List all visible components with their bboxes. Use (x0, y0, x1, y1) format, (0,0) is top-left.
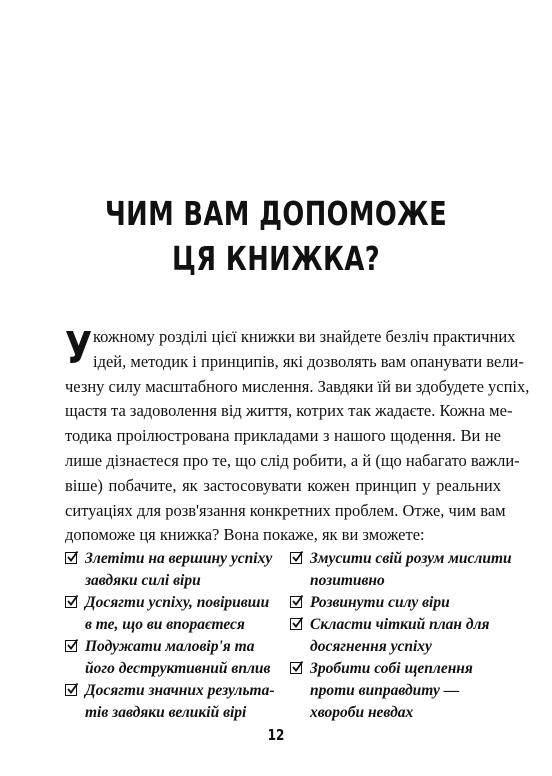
checklist-right (290, 548, 515, 724)
checklist-item-text: Змусити свій розум мислити (310, 550, 512, 567)
body-line: віше) побачите, як застосовувати кожен принцип у реальних (65, 475, 501, 495)
checklist-item-text: тів завдяки великій вірі (85, 704, 247, 721)
checked-box-icon (65, 552, 77, 564)
checklist-item-text: Скласти чіткий план для (310, 616, 490, 633)
body-line: щастя та задоволення від життя, котрих так жадаєте. Кожна ме- (65, 401, 513, 421)
checklist-item-text: його деструктивний вплив (85, 660, 271, 677)
checklist-item-text: проти виправдиту — (310, 682, 460, 699)
checklist-item (65, 636, 290, 680)
checklist-item-text: досягнення успіху (310, 638, 432, 655)
checklist-item-text: Злетіти на вершину успіху (85, 550, 273, 567)
body-paragraph (65, 323, 530, 548)
checklist-item (290, 658, 515, 724)
checked-box-icon (290, 596, 302, 608)
chapter-title-line-1: ЧИМ ВАМ ДОПОМОЖЕ (104, 194, 448, 233)
checklist-item (290, 592, 515, 614)
body-line: допоможе ця книжка? Вона покаже, як ви зможете: (65, 525, 425, 545)
checklist-item (65, 680, 290, 724)
drop-cap: У (65, 323, 93, 374)
checklist-item-text: Розвинути силу віри (310, 594, 450, 611)
body-line: ідей, методик і принципів, які дозволять вам опанувати вели- (93, 351, 524, 371)
checked-box-icon (65, 684, 77, 696)
checklist-item (290, 614, 515, 658)
checklist-item (65, 592, 290, 636)
page-number: 12 (267, 726, 285, 744)
checked-box-icon (290, 662, 302, 674)
checklist-item-text: Зробити собі щеплення (310, 660, 473, 677)
checklist-item-text: завдяки силі віри (85, 572, 201, 589)
body-line: кожному розділі цієї книжки ви знайдете безліч практичних (93, 327, 516, 346)
checklist-item-text: в те, що ви впораєтеся (85, 616, 245, 633)
body-line: лише дізнаєтеся про те, що слід робити, а й (що набагато важли- (65, 450, 520, 470)
checked-box-icon (65, 640, 77, 652)
checked-box-icon (290, 552, 302, 564)
body-line: тодика проілюстрована прикладами з нашого щодення. Ви не (65, 426, 501, 446)
checklist-item-text: Досягти значних результа- (85, 682, 275, 699)
checklist-item-text: позитивно (310, 572, 385, 589)
checked-box-icon (65, 596, 77, 608)
checklist-left (65, 548, 290, 724)
checklist-item (290, 548, 515, 592)
checklist-item-text: хвороби невдах (310, 704, 414, 721)
chapter-title-line-2: ЦЯ КНИЖКА? (171, 239, 381, 278)
checklist-item-text: Подужати маловір'я та (85, 638, 255, 655)
body-line: чезну силу масштабного мислення. Завдяки їй ви здобудете успіх, (65, 376, 530, 396)
checklist-item (65, 548, 290, 592)
checklist-item-text: Досягти успіху, повіривши (85, 594, 270, 611)
checked-box-icon (290, 618, 302, 630)
body-line: ситуаціях для розв'язання конкретних проблем. Отже, чим вам (65, 500, 506, 520)
